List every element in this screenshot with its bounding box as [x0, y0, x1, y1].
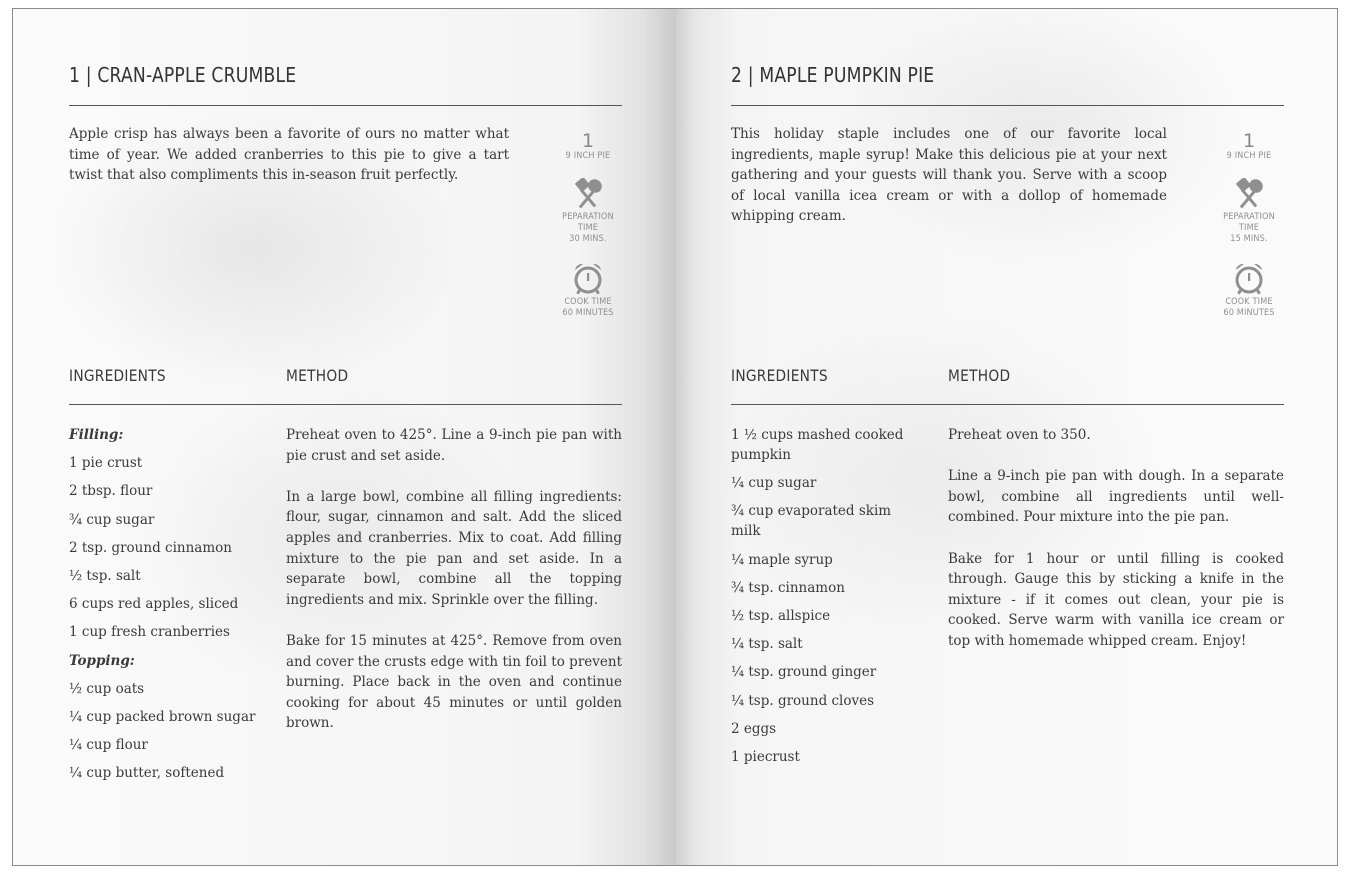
cookbook-spread — [12, 8, 1338, 866]
list-item: ¾ cup sugar — [69, 511, 155, 528]
alarm-clock-icon — [1232, 261, 1266, 295]
list-item: ¾ tsp. cinnamon — [731, 579, 845, 596]
cook-time-value: 60 MINUTES — [1223, 308, 1275, 318]
list-item: ¼ cup flour — [69, 737, 148, 754]
method-step: Bake for 1 hour or until filling is cooked through. Gauge this by sticking a knife in the mixture - if it comes out clean, your pie is cooked. Serve warm with vanilla ice cream or top with homemade whipped cream. Enjoy! — [948, 550, 1284, 649]
method-step: Preheat oven to 350. — [948, 427, 1091, 443]
ingredient-group-title: Filling: — [69, 427, 124, 443]
prep-time-value: 30 MINS. — [569, 234, 607, 244]
list-item: ¼ tsp. ground cloves — [731, 692, 875, 709]
title-divider — [731, 105, 1284, 106]
list-item: 1 cup fresh cranberries — [69, 624, 230, 641]
list-item: ¼ cup packed brown sugar — [69, 708, 256, 725]
list-item: 1 pie crust — [69, 455, 143, 472]
section-divider — [69, 404, 622, 405]
ingredients-list — [69, 425, 259, 791]
list-item: 1 piecrust — [731, 748, 800, 765]
prep-time-stat — [551, 178, 625, 245]
recipe-title: 2 | MAPLE PUMPKIN PIE — [731, 63, 935, 87]
ingredient-group-title: Topping: — [69, 652, 135, 669]
fork-spoon-icon — [1232, 178, 1266, 210]
recipe-stats — [1212, 131, 1286, 335]
prep-time-value: 15 MINS. — [1230, 234, 1268, 244]
list-item: ½ tsp. allspice — [731, 607, 831, 624]
list-item: ¾ cup evaporated skim milk — [731, 503, 892, 540]
method-step: Line a 9-inch pie pan with dough. In a separate bowl, combine all ingredients until well-combined. Pour mixture into the pie pan. — [948, 468, 1284, 526]
section-divider — [731, 404, 1284, 405]
cook-time-label: COOK TIME — [564, 297, 612, 307]
recipe-stats — [551, 131, 625, 335]
list-item: 1 ½ cups mashed cooked pumpkin — [731, 427, 904, 463]
recipe-title: 1 | CRAN-APPLE CRUMBLE — [69, 63, 297, 87]
method-heading: METHOD — [948, 366, 1011, 385]
list-item: ¼ maple syrup — [731, 551, 833, 568]
method-step: In a large bowl, combine all filling ingredients: flour, sugar, cinnamon and salt. Add the sliced apples and cranberries. Mix to coat. Add filling mixture to the pie pan and set aside. In a separate bowl, combine all the topping ingredients and mix. Sprinkle over the filling. — [286, 488, 622, 608]
list-item: ¼ tsp. salt — [731, 636, 803, 653]
list-item: ¼ tsp. ground ginger — [731, 664, 877, 681]
recipe-intro: This holiday staple includes one of our favorite local ingredients, maple syrup! Make this delicious pie at your next gathering and your guests will thank you. Serve with a scoop of local vanilla icea cream or with a dollop of homemade whipping cream. — [731, 126, 1167, 225]
prep-time-label: PEPARATION TIME — [1223, 212, 1275, 233]
list-item: ¼ cup sugar — [731, 475, 817, 492]
yield-stat — [551, 131, 625, 162]
list-item: 2 tbsp. flour — [69, 483, 153, 500]
prep-time-label: PEPARATION TIME — [562, 212, 614, 233]
method-step: Preheat oven to 425°. Line a 9-inch pie pan with pie crust and set aside. — [286, 427, 622, 464]
ingredients-heading: INGREDIENTS — [69, 366, 166, 385]
cook-time-stat — [551, 261, 625, 319]
left-page — [13, 9, 676, 865]
ingredients-heading: INGREDIENTS — [731, 366, 828, 385]
title-divider — [69, 105, 622, 106]
list-item: 6 cups red apples, sliced — [69, 596, 239, 613]
cook-time-stat — [1212, 261, 1286, 319]
list-item: ½ tsp. salt — [69, 567, 141, 584]
yield-label: 9 INCH PIE — [565, 151, 611, 161]
method-step: Bake for 15 minutes at 425°. Remove from oven and cover the crusts edge with tin foil to prevent burning. Place back in the oven and continue cooking for about 45 minutes or until golden brown. — [286, 632, 622, 732]
yield-number: 1 — [581, 130, 595, 152]
list-item: ½ cup oats — [69, 680, 145, 697]
cook-time-value: 60 MINUTES — [562, 308, 614, 318]
method-heading: METHOD — [286, 366, 349, 385]
ingredients-list — [731, 425, 921, 775]
yield-number: 1 — [1242, 130, 1256, 152]
prep-time-stat — [1212, 178, 1286, 245]
fork-spoon-icon — [571, 178, 605, 210]
method-text — [286, 425, 622, 755]
yield-label: 9 INCH PIE — [1226, 151, 1272, 161]
method-text — [948, 425, 1284, 672]
yield-stat — [1212, 131, 1286, 162]
list-item: 2 tsp. ground cinnamon — [69, 539, 232, 556]
list-item: ¼ cup butter, softened — [69, 765, 225, 782]
recipe-intro: Apple crisp has always been a favorite of ours no matter what time of year. We added cranberries to this pie to give a tart twist that also compliments this in-season fruit perfectly. — [69, 126, 509, 184]
cook-time-label: COOK TIME — [1225, 297, 1273, 307]
right-page — [676, 9, 1338, 865]
alarm-clock-icon — [571, 261, 605, 295]
list-item: 2 eggs — [731, 720, 777, 737]
